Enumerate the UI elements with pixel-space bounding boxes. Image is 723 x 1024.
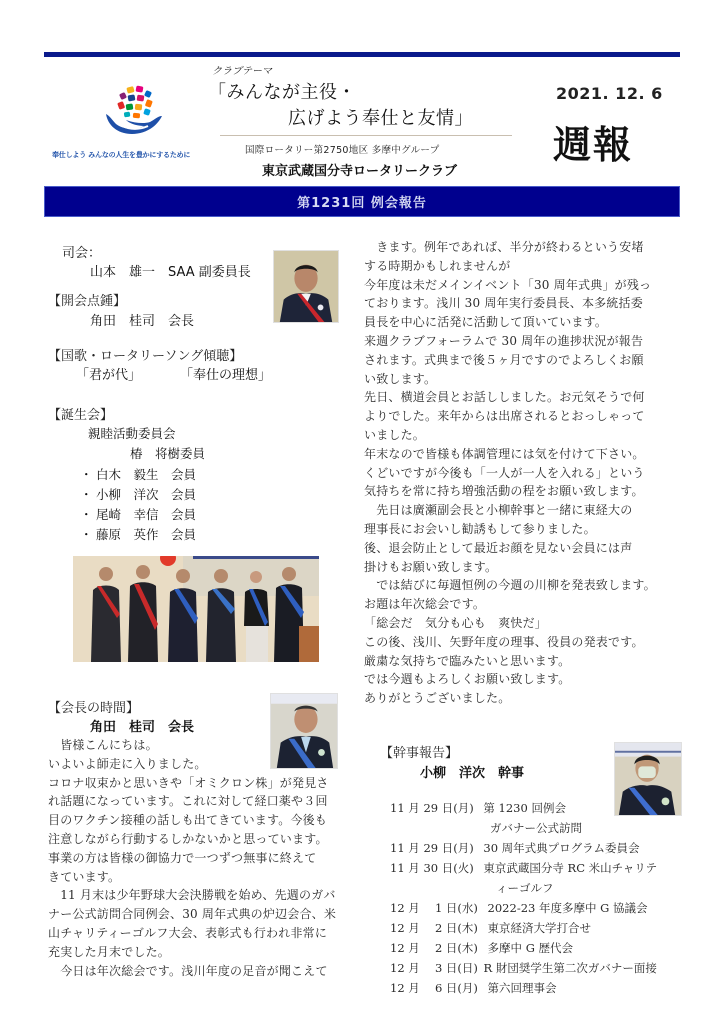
schedule-event: 第 1230 回例会 (483, 801, 566, 815)
remarks-line: 理事長にお会いし勧誘もして参りました。 (364, 521, 596, 536)
president-name: 角田 桂司 会長 (90, 720, 195, 735)
remarks-line: お題は年次総会です。 (364, 597, 486, 612)
schedule-item (390, 920, 591, 936)
birthday-member-bullet: ・ (80, 467, 93, 482)
schedule-event: 東京経済大学打合せ (487, 921, 592, 935)
schedule-date: 12 月 6 日(月) (390, 981, 478, 995)
schedule-event: 東京武蔵国分寺 RC 米山チャリテ (483, 861, 658, 875)
remarks-line: 注意しながら行動するしかないかと思っています。 (48, 831, 328, 846)
birthday-heading: 【誕生会】 (48, 408, 114, 423)
mc-name: 山本 雄一 SAA 副委員長 (90, 265, 251, 280)
birthday-presenter: 椿 将樹委員 (130, 446, 206, 461)
remarks-line: ありがとうございました。 (364, 691, 511, 706)
remarks-line: いよいよ師走に入りました。 (48, 756, 207, 771)
schedule-event: 多摩中 G 歴代会 (487, 941, 574, 955)
banner-title: 第1231回 例会報告 (297, 196, 427, 211)
schedule-date: 12 月 1 日(水) (390, 901, 478, 915)
schedule-date: 11 月 29 日(月) (390, 801, 474, 815)
remarks-line: ております。浅川 30 周年実行委員長、本多統括委 (364, 296, 643, 311)
opening-bell-name: 角田 桂司 会長 (90, 314, 195, 329)
birthday-committee: 親睦活動委員会 (88, 426, 176, 441)
mc-heading: 司会： (62, 246, 102, 261)
schedule-date: 12 月 3 日(日) (390, 961, 478, 975)
schedule-date: 12 月 2 日(木) (390, 941, 478, 955)
remarks-line: 来週クラブフォーラムで 30 周年の進捗状況が報告 (364, 333, 644, 348)
remarks-line: この後、浅川、矢野年度の理事、役員の発表です。 (364, 634, 644, 649)
remarks-line: 事業の方は皆様の御協力で一つずつ無事に終えて (48, 850, 317, 865)
birthday-member: 小柳 洋次 会員 (96, 487, 197, 502)
remarks-line: よりでした。来年からは出席されるとおっしゃって (364, 409, 645, 424)
secretary-name: 小柳 洋次 幹事 (420, 766, 525, 781)
mc-photo (273, 250, 339, 323)
remarks-line: する時期かもしれませんが (364, 258, 511, 273)
president-remarks (48, 736, 336, 980)
logo-tagline: 奉仕しよう みんなの人生を豊かにするために (52, 151, 191, 159)
president-remarks-continued (364, 238, 656, 708)
schedule-event: ガバナー公式訪問 (490, 821, 582, 835)
remarks-line: いました。 (364, 427, 426, 442)
remarks-line: 充実した月末でした。 (48, 944, 171, 959)
birthday-member: 白木 毅生 会員 (96, 467, 197, 482)
remarks-line: 年末なので皆様も体調管理には気を付けて下さい。 (364, 446, 645, 461)
club-theme-line-1: 「みんなが主役・ (208, 82, 356, 103)
district-group: 国際ロータリー第2750地区 多摩中グループ (245, 145, 440, 156)
remarks-line: 11 月末は少年野球大会決勝戦を始め、先週のガバ (48, 888, 336, 903)
remarks-line: い致します。 (364, 371, 437, 386)
schedule-item (390, 960, 657, 976)
remarks-line: 今日は年次総会です。浅川年度の足音が聞こえて (48, 963, 328, 978)
remarks-line: きています。 (48, 869, 121, 884)
schedule-event: ィーゴルフ (496, 881, 554, 895)
schedule-date: 11 月 30 日(火) (390, 861, 474, 875)
meeting-report-banner (44, 186, 680, 217)
club-theme-label: クラブテーマ (212, 66, 272, 77)
birthday-member-bullet: ・ (80, 507, 93, 522)
schedule-item (390, 860, 657, 876)
schedule-event: R 財団奨学生第二次ガバナー面接 (483, 961, 657, 975)
remarks-line: れ話題になっています。これに対して経口薬や３回 (48, 794, 328, 809)
anthem-heading: 【国歌・ロータリーソング傾聴】 (48, 349, 243, 364)
theme-divider (220, 135, 512, 136)
senryu-poem: 「総会だ 気分も心も 爽快だ」 (364, 615, 548, 630)
remarks-line: 気持ちを常に持ち増強活動の程をお願い致します。 (364, 484, 644, 499)
remarks-line: されます。式典まで後５ヶ月ですのでよろしくお願 (364, 352, 644, 367)
rotary-theme-logo-icon (100, 82, 170, 144)
remarks-line: 皆様こんにちは。 (48, 738, 158, 752)
secretary-report-heading: 【幹事報告】 (380, 746, 459, 761)
secretary-photo (614, 742, 682, 816)
schedule-item (390, 940, 573, 956)
birthday-member: 尾崎 幸信 会員 (96, 507, 197, 522)
birthday-group-photo (73, 556, 319, 662)
remarks-line: 目のワクチン接種の話しも出てきています。今後も (48, 813, 328, 828)
remarks-line: では結びに毎週恒例の今週の川柳を発表致します。 (364, 578, 656, 593)
club-theme-line-2: 広げよう奉仕と友情」 (288, 108, 473, 129)
birthday-member-bullet: ・ (80, 527, 93, 542)
remarks-line: ナー公式訪問合同例会、30 周年式典の炉辺会合、米 (48, 907, 337, 922)
remarks-line: 今年度は未だメインイベント「30 周年式典」が残っ (364, 277, 652, 292)
birthday-member-bullet: ・ (80, 487, 93, 502)
remarks-line: 先日、横道会員とお話ししました。お元気そうで何 (364, 390, 645, 405)
remarks-line: 掛けもお願い致します。 (364, 559, 498, 574)
remarks-line: コロナ収束かと思いきや「オミクロン株」が発見さ (48, 775, 329, 790)
remarks-line: くどいですが今後も「一人が一人を入れる」という (364, 465, 645, 480)
header-top-rule (44, 52, 680, 57)
remarks-line: 先日は廣瀬副会長と小柳幹事と一緒に東経大の (364, 503, 633, 518)
schedule-item (390, 900, 648, 916)
remarks-line: 後、退会防止として最近お顔を見ない会員には声 (364, 540, 633, 555)
schedule-event: 2022-23 年度多摩中 G 協議会 (487, 901, 648, 915)
issue-date: 2021. 12. 6 (556, 84, 663, 103)
opening-bell-heading: 【開会点鍾】 (48, 294, 127, 309)
remarks-line: 厳粛な気持ちで臨みたいと思います。 (364, 653, 571, 668)
schedule-date: 11 月 29 日(月) (390, 841, 474, 855)
remarks-line: 員長を中心に活発に活動して頂いています。 (364, 315, 608, 330)
anthem-song-2: 「奉仕の理想」 (180, 368, 272, 383)
schedule-date: 12 月 2 日(木) (390, 921, 478, 935)
anthem-song-1: 「君が代」 (76, 368, 142, 383)
president-time-heading: 【会長の時間】 (48, 701, 140, 716)
schedule-item (496, 880, 554, 896)
schedule-item (390, 800, 566, 816)
club-name: 東京武蔵国分寺ロータリークラブ (262, 164, 458, 179)
birthday-member: 藤原 英作 会員 (96, 527, 197, 542)
schedule-item (490, 820, 582, 836)
schedule-item (390, 840, 640, 856)
remarks-line: きます。例年であれば、半分が終わるという安堵 (364, 240, 644, 254)
publication-title: 週報 (553, 123, 634, 167)
remarks-line: では今週もよろしくお願い致します。 (364, 672, 571, 687)
schedule-event: 第六回理事会 (487, 981, 557, 995)
schedule-event: 30 周年式典プログラム委員会 (483, 841, 640, 855)
schedule-item (390, 980, 557, 996)
remarks-line: 山チャリティーゴルフ大会、表彰式も行われ非常に (48, 925, 328, 940)
